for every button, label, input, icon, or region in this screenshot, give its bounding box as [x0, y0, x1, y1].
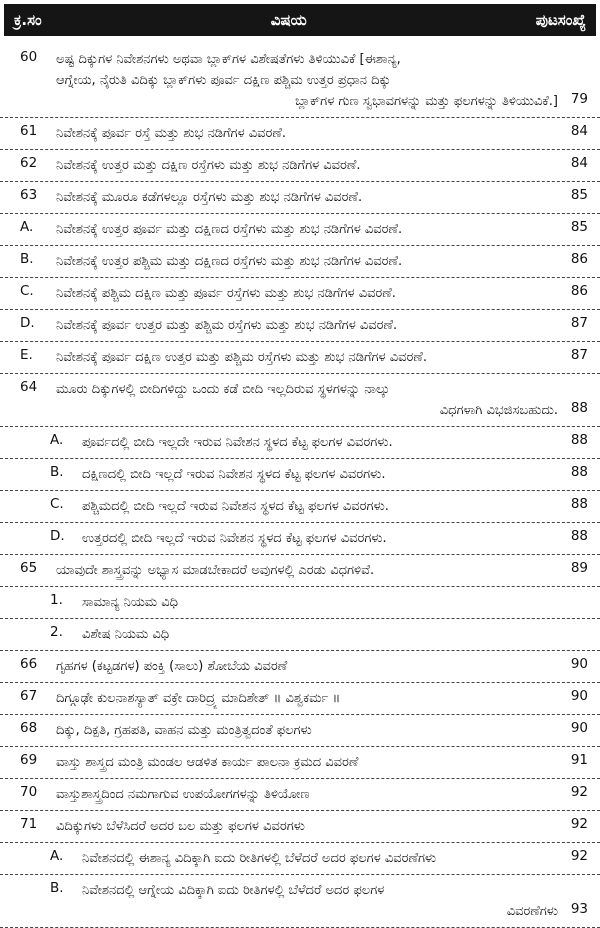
toc-row-title-line: ಗೃಹಗಳ (ಕಟ್ಟಡಗಳ) ಪಂಕ್ತಿ (ಸಾಲು) ಶೋಬೆಯ ವಿವರಣೆ [56, 659, 288, 674]
toc-row-title-line: ವಾಸ್ತು ಶಾಸ್ತ್ರದ ಮಂತ್ರಿ ಮಂಡಲ ಆಡಳಿತ ಕಾರ್ಯ ಪಾಲನಾ ಕ್ರಮದ ವಿವರಣೆ [56, 755, 359, 770]
toc-row-title-line: ಪಶ್ಚಿಮದಲ್ಲಿ ಬೀದಿ ಇಲ್ಲದೆ ಇರುವ ನಿವೇಶನ ಸ್ಥಳದ ಕೆಟ್ಟ ಫಲಗಳ ವಿವರಗಳು. [82, 499, 389, 514]
toc-row-title-line: ದಿಗ್ಗೂಢೇ ಕುಲನಾಶಸ್ಯಾತ್ ವಕ್ರೇ ದಾರಿದ್ರ್ಯ ಮಾದಿಶೇತ್ ॥ ವಿಶ್ವಕರ್ಮ ॥ [56, 691, 341, 706]
toc-row-number: A. [20, 219, 34, 235]
toc-row-title-line: ವಿವರಣೆಗಳು [506, 904, 558, 919]
toc-row-title [82, 848, 558, 869]
toc-row [0, 651, 600, 683]
toc-row-title [82, 432, 558, 453]
toc-row-title-line: ನಿವೇಶನಕ್ಕೆ ಉತ್ತರ ಮತ್ತು ದಕ್ಷಿಣ ರಸ್ತೆಗಳು ಮತ್ತು ಶುಭ ನಡಿಗೆಗಳ ವಿವರಣೆ. [56, 158, 361, 173]
toc-row-number: A. [50, 432, 64, 448]
toc-row-page: 92 [570, 848, 588, 864]
toc-row-number: 61 [20, 123, 38, 139]
toc-row-number: 64 [20, 379, 38, 395]
toc-row-page: 87 [570, 347, 588, 363]
toc-row-page: 88 [570, 432, 588, 448]
toc-row-title-line: ನಿವೇಶನಕ್ಕೆ ಉತ್ತರ ಪಶ್ಚಿಮ ಮತ್ತು ದಕ್ಷಿಣದ ರಸ್ತೆಗಳು ಮತ್ತು ಶುಭ ನಡಿಗೆಗಳ ವಿವರಣೆ. [56, 254, 403, 269]
toc-row-title [56, 315, 558, 336]
toc-row [0, 118, 600, 150]
toc-row-number: 66 [20, 656, 38, 672]
toc-row-number: C. [50, 496, 64, 512]
toc-row-title-line: ನಿವೇಶನದಲ್ಲಿ ಆಗ್ನೇಯ ವಿದಿಕ್ಕಾಗಿ ಐದು ರೀತಿಗಳಲ್ಲಿ ಬೆಳೆದರೆ ಅದರ ಫಲಗಳ [82, 883, 385, 898]
toc-row-title-line: ವಿಧಗಳಾಗಿ ವಿಭಜಿಸಬಹುದು. [439, 403, 558, 418]
toc-row-page: 84 [570, 123, 588, 139]
toc-row-title-line: ವಿಶೇಷ ನಿಯಮ ವಿಧಿ [82, 627, 170, 642]
toc-row-title [82, 880, 558, 922]
toc-row [0, 459, 600, 491]
toc-row-title-line: ವಿದಿಕ್ಕುಗಳು ಬೆಳೆಸಿದರೆ ಅದರ ಬಲ ಮತ್ತು ಫಲಗಳ ವಿವರಗಳು [56, 819, 305, 834]
toc-row-page: 92 [570, 816, 588, 832]
toc-row-number: E. [20, 347, 33, 363]
toc-row [0, 619, 600, 651]
toc-row-title [56, 155, 558, 176]
toc-row-title-line: ಅಷ್ಟ ದಿಕ್ಕುಗಳ ನಿವೇಶನಗಳು ಅಥವಾ ಬ್ಲಾಕ್‌ಗಳ ವಿಶೇಷತೆಗಳು ತಿಳಿಯುವಿಕೆ [ಈಶಾನ್ಯ, [56, 52, 401, 67]
toc-row-page: 92 [570, 784, 588, 800]
toc-row [0, 683, 600, 715]
toc-row-title [82, 496, 558, 517]
toc-row-title-line: ದಿಕ್ಕು, ದಿಕ್ಪತಿ, ಗ್ರಹಪತಿ, ವಾಹನ ಮತ್ತು ಮಂತ್ರಿತ್ವದಂತೆ ಫಲಗಳು [56, 723, 312, 738]
toc-row-page: 85 [570, 187, 588, 203]
toc-row [0, 246, 600, 278]
toc-row-title [56, 49, 558, 112]
toc-list [0, 44, 600, 928]
toc-row-title-line: ಪೂರ್ವದಲ್ಲಿ ಬೀದಿ ಇಲ್ಲದೇ ಇರುವ ನಿವೇಶನ ಸ್ಥಳದ ಕೆಟ್ಟ ಫಲಗಳ ವಿವರಗಳು. [82, 435, 393, 450]
toc-row-title-line: ದಕ್ಷಿಣದಲ್ಲಿ ಬೀದಿ ಇಲ್ಲದೆ ಇರುವ ನಿವೇಶನ ಸ್ಥಳದ ಕೆಟ್ಟ ಫಲಗಳ ವಿವರಗಳು. [82, 467, 386, 482]
toc-row-title [56, 251, 558, 272]
toc-row [0, 278, 600, 310]
toc-row-title-line: ನಿವೇಶನಕ್ಕೆ ಪೂರ್ವ ರಸ್ತೆ ಮತ್ತು ಶುಭ ನಡಿಗೆಗಳ ವಿವರಣೆ. [56, 126, 286, 141]
toc-row-number: A. [50, 848, 64, 864]
toc-row-page: 86 [570, 251, 588, 267]
toc-row [0, 843, 600, 875]
toc-row-page: 88 [570, 496, 588, 512]
toc-row [0, 182, 600, 214]
toc-row-page: 88 [570, 528, 588, 544]
toc-row-number: C. [20, 283, 34, 299]
toc-row [0, 44, 600, 118]
toc-row-title [56, 187, 558, 208]
toc-row-title [56, 688, 558, 709]
toc-row-page: 87 [570, 315, 588, 331]
toc-row-page: 85 [570, 219, 588, 235]
toc-row-title [56, 560, 558, 581]
toc-row-title-line: ನಿವೇಶನಕ್ಕೆ ಪೂರ್ವ ಉತ್ತರ ಮತ್ತು ಪಶ್ಚಿಮ ರಸ್ತೆಗಳು ಮತ್ತು ಶುಭ ನಡಿಗೆಗಳ ವಿವರಣೆ. [56, 318, 398, 333]
toc-row-page: 90 [570, 688, 588, 704]
toc-row-number: 60 [20, 49, 38, 65]
toc-row-title [82, 624, 558, 645]
toc-row-number: 70 [20, 784, 38, 800]
toc-row-title-line: ಯಾವುದೇ ಶಾಸ್ತ್ರವನ್ನು ಅಭ್ಯಾಸ ಮಾಡಬೇಕಾದರೆ ಅವುಗಳಲ್ಲಿ ಎರಡು ವಿಧಗಳಿವೆ. [56, 563, 375, 578]
toc-row-title-line: ನಿವೇಶನದಲ್ಲಿ ಈಶಾನ್ಯ ವಿದಿಕ್ಕಾಗಿ ಐದು ರೀತಿಗಳಲ್ಲಿ ಬೆಳೆದರೆ ಅದರ ಫಲಗಳ ವಿವರಣೆಗಳು [82, 851, 437, 866]
header-serial-label: ಕ್ರ.ಸಂ [14, 11, 42, 29]
toc-row-number: B. [20, 251, 34, 267]
toc-row [0, 587, 600, 619]
toc-row-title [82, 464, 558, 485]
toc-row-number: D. [50, 528, 65, 544]
toc-row-number: 67 [20, 688, 38, 704]
toc-row-page: 90 [570, 656, 588, 672]
toc-row-title [82, 528, 558, 549]
toc-row-page: 88 [570, 464, 588, 480]
toc-row-page: 88 [570, 400, 588, 416]
toc-row [0, 150, 600, 182]
toc-row-title-line: ನಿವೇಶನಕ್ಕೆ ಮೂರೂ ಕಡೆಗಳಲ್ಲೂ ರಸ್ತೆಗಳು ಮತ್ತು ಶುಭ ನಡಿಗೆಗಳ ವಿವರಣೆ. [56, 190, 363, 205]
toc-row-title [56, 656, 558, 677]
toc-row-page: 91 [570, 752, 588, 768]
toc-row-page: 93 [570, 901, 588, 917]
toc-row-title-line: ವಾಸ್ತುಶಾಸ್ತ್ರದಿಂದ ನಮಗಾಗುವ ಉಪಯೋಗಗಳನ್ನು ತಿಳಿಯೋಣ [56, 787, 310, 802]
toc-row [0, 523, 600, 555]
toc-row-number: B. [50, 880, 64, 896]
toc-row [0, 747, 600, 779]
toc-row-title-line: ಸಾಮಾನ್ಯ ನಿಯಮ ವಿಧಿ [82, 595, 179, 610]
toc-row-title [56, 219, 558, 240]
toc-row-number: 65 [20, 560, 38, 576]
toc-row-number: 2. [50, 624, 63, 640]
toc-row-number: 68 [20, 720, 38, 736]
toc-row-title [82, 592, 558, 613]
toc-row-title-line: ನಿವೇಶನಕ್ಕೆ ಪಶ್ಚಿಮ ದಕ್ಷಿಣ ಮತ್ತು ಪೂರ್ವ ರಸ್ತೆಗಳು ಮತ್ತು ಶುಭ ನಡಿಗೆಗಳ ವಿವರಣೆ. [56, 286, 396, 301]
toc-row-title [56, 784, 558, 805]
toc-row-page: 89 [570, 560, 588, 576]
toc-row-page: 84 [570, 155, 588, 171]
header-subject-label: ವಿಷಯ [270, 11, 307, 29]
toc-row-title-line: ಮೂರು ದಿಕ್ಕುಗಳಲ್ಲಿ ಬೀದಿಗಳಿದ್ದು ಒಂದು ಕಡೆ ಬೀದಿ ಇಲ್ಲದಿರುವ ಸ್ಥಳಗಳನ್ನು ನಾಲ್ಕು [56, 382, 390, 397]
toc-row [0, 342, 600, 374]
toc-row-page: 86 [570, 283, 588, 299]
toc-row-number: 62 [20, 155, 38, 171]
toc-row-number: D. [20, 315, 35, 331]
toc-row-page: 90 [570, 720, 588, 736]
header-page-label: ಪುಟಸಂಖ್ಯೆ [535, 11, 586, 29]
toc-row [0, 214, 600, 246]
toc-row-page: 79 [570, 91, 588, 107]
toc-row [0, 491, 600, 523]
toc-row-title [56, 123, 558, 144]
toc-row [0, 427, 600, 459]
toc-row-title [56, 283, 558, 304]
toc-row-title-line: ಆಗ್ನೇಯ, ನೈರುತಿ ವಿದಿಕ್ಕು ಬ್ಲಾಕ್‌ಗಳು ಪೂರ್ವ ದಕ್ಷಿಣ ಪಶ್ಚಿಮ ಉತ್ತರ ಪ್ರಧಾನ ದಿಕ್ಕು [56, 73, 391, 88]
toc-row [0, 374, 600, 427]
toc-row [0, 310, 600, 342]
toc-row-title-line: ಉತ್ತರದಲ್ಲಿ ಬೀದಿ ಇಲ್ಲದೆ ಇರುವ ನಿವೇಶನ ಸ್ಥಳದ ಕೆಟ್ಟ ಫಲಗಳ ವಿವರಗಳು. [82, 531, 387, 546]
toc-row-number: 71 [20, 816, 38, 832]
toc-row [0, 875, 600, 928]
toc-row-title [56, 720, 558, 741]
toc-row [0, 779, 600, 811]
toc-row-title [56, 816, 558, 837]
toc-row-title-line: ನಿವೇಶನಕ್ಕೆ ಪೂರ್ವ ದಕ್ಷಿಣ ಉತ್ತರ ಮತ್ತು ಪಶ್ಚಿಮ ರಸ್ತೆಗಳು ಮತ್ತು ಶುಭ ನಡಿಗೆಗಳ ವಿವರಣೆ. [56, 350, 427, 365]
toc-row-number: 69 [20, 752, 38, 768]
toc-row [0, 555, 600, 587]
toc-row-title [56, 379, 558, 421]
toc-row-title [56, 347, 558, 368]
toc-row-title [56, 752, 558, 773]
toc-row-number: 63 [20, 187, 38, 203]
toc-row-title-line: ನಿವೇಶನಕ್ಕೆ ಉತ್ತರ ಪೂರ್ವ ಮತ್ತು ದಕ್ಷಿಣದ ರಸ್ತೆಗಳು ಮತ್ತು ಶುಭ ನಡಿಗೆಗಳ ವಿವರಣೆ. [56, 222, 403, 237]
toc-row [0, 811, 600, 843]
toc-row-number: 1. [50, 592, 63, 608]
toc-row [0, 715, 600, 747]
toc-row-number: B. [50, 464, 64, 480]
toc-row-title-line: ಬ್ಲಾಕ್‌ಗಳ ಗುಣ ಸ್ವಭಾವಗಳನ್ನು ಮತ್ತು ಫಲಗಳನ್ನು ತಿಳಿಯುವಿಕೆ.] [295, 94, 558, 109]
toc-header [4, 4, 596, 36]
